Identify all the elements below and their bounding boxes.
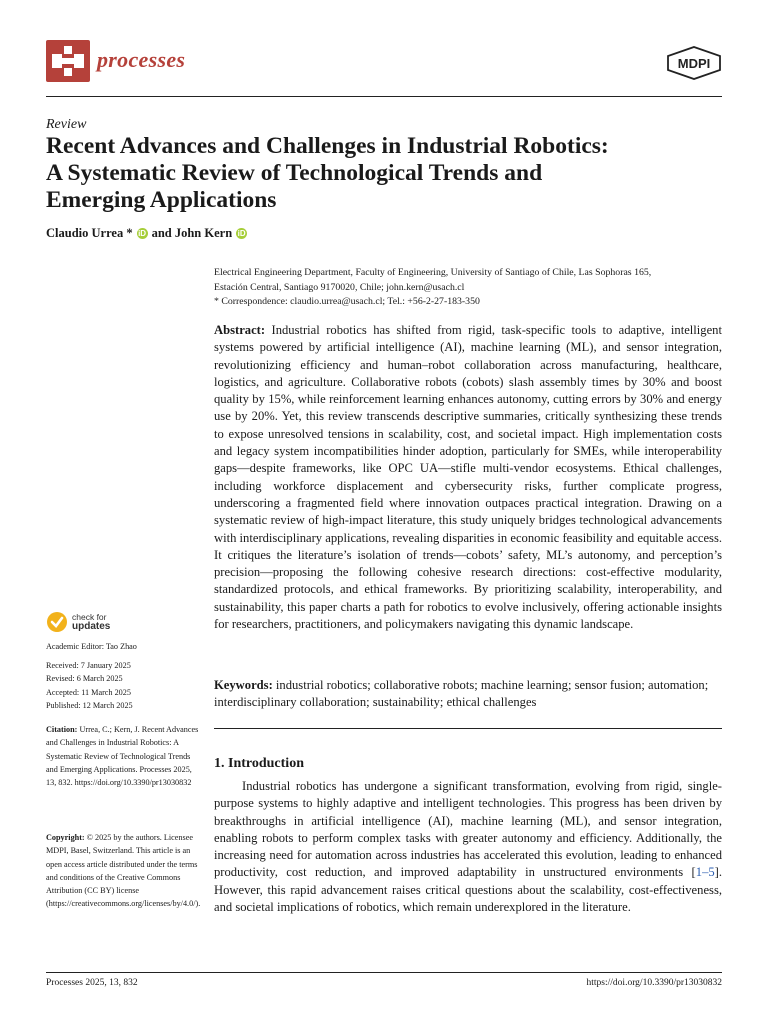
date-received: Received: 7 January 2025: [46, 661, 131, 670]
keywords-label: Keywords:: [214, 678, 273, 692]
date-revised: Revised: 6 March 2025: [46, 674, 123, 684]
citation-text: Urrea, C.; Kern, J. Recent Advances and Challenges in Industrial Robotics: A Systematic Review of Technological Trends and Emerging Applications. Processes 2025, 13, 832. https://doi.org/10.3390/pr13030832: [46, 725, 199, 788]
keywords: [214, 677, 722, 712]
intro-text-part: Industrial robotics has undergone a significant transformation, evolving from rigid, single-purpose systems to highly adaptive and intelligent technologies. This progress has been driven by breakthroughs in artificial intelligence (AI), machine learning (ML), and sensor integration, enabling robots to perform complex tasks with greater autonomy and efficiency. Additionally, the increasing need for automation across industries has accelerated this evolution, leading to enhanced productivity, cost reduction, and improved adaptability in unstructured environments [: [214, 779, 722, 880]
abstract-text: Industrial robotics has shifted from rigid, task-specific tools to adaptive, intelligent systems powered by artificial intelligence (AI), machine learning (ML), and sensor integration, revolutionizing efficiency and human–robot collaboration across manufacturing, healthcare, logistics, and agriculture. Collaborative robots (cobots) slash assembly times by 30% and boost quality by 15%, while reinforcement learning enhances autonomy, cutting errors by 30% and energy use by 20%. Yet, this review transcends descriptive summaries, critically synthesizing these trends to expose unresolved tensions in scalability, cost, and societal impact. High implementation costs and legacy system incompatibilities hinder adoption, particularly for SMEs, while interoperability gaps—despite frameworks, like OPC UA—stifle multi-vendor ecosystems. Ethical challenges, including workforce displacement and cybersecurity risks, further complicate progress, underscoring a fragmented field where innovation outpaces practical integration. Drawing on a systematic review of high-impact literature, this study uniquely bridges technological advancements with interdisciplinary applications, revealing disparities in economic feasibility and equitable access. It critiques the literature’s isolation of trends—cobots’ safety, ML’s autonomy, and perception’s precision—proposing the following cohesive research directions: cost-effective modularity, standardized protocols, and ethical frameworks. By prioritizing scalability, interoperability, and sustainability, this paper charts a path for robotics to evolve inclusively, offering actionable insights for researchers, practitioners, and policymakers navigating this dynamic landscape.: [214, 323, 722, 632]
abstract: [214, 322, 722, 633]
check-for-updates-badge[interactable]: [46, 611, 110, 633]
abstract-label: Abstract:: [214, 323, 266, 337]
publisher-name: MDPI: [677, 56, 711, 71]
check-updates-line: check for: [72, 612, 107, 622]
date-accepted: Accepted: 11 March 2025: [46, 687, 131, 697]
affiliation-line: Electrical Engineering Department, Faculty of Engineering, University of Santiago of Chile, Las Sophoras 165,: [214, 267, 652, 278]
author-list: [46, 226, 247, 241]
reference-link[interactable]: 1–5: [695, 865, 715, 880]
title-line: Emerging Applications: [46, 187, 277, 213]
footer-doi-link[interactable]: https://doi.org/10.3390/pr13030832: [586, 978, 722, 988]
journal-name: processes: [97, 47, 186, 72]
mdpi-logo-icon: [666, 46, 722, 80]
academic-editor: Academic Editor: Tao Zhao: [46, 642, 137, 651]
section-heading: 1. Introduction: [214, 756, 304, 771]
introduction-paragraph: [214, 778, 722, 916]
footer-citation: Processes 2025, 13, 832: [46, 978, 138, 988]
copyright-block: [46, 831, 204, 911]
processes-logo-icon: [46, 40, 90, 82]
title-line: Recent Advances and Challenges in Industrial Robotics:: [46, 133, 609, 159]
date-published: Published: 12 March 2025: [46, 700, 133, 710]
title-line: A Systematic Review of Technological Trends and: [46, 160, 543, 186]
article-title: [46, 133, 686, 214]
copyright-label: Copyright:: [46, 833, 85, 842]
affiliation-line: Estación Central, Santiago 9170020, Chile; john.kern@usach.cl: [214, 281, 465, 293]
orcid-icon[interactable]: iD: [138, 229, 147, 238]
check-for-updates-icon: [46, 611, 68, 633]
copyright-text: © 2025 by the authors. Licensee MDPI, Basel, Switzerland. This article is an open access article distributed under the terms and conditions of the Creative Commons Attribution (CC BY) license (https://creativecommons.org/licenses/by/4.0/).: [46, 833, 201, 909]
footer-divider: [46, 972, 722, 973]
citation-block: [46, 723, 204, 789]
correspondence-line: * Correspondence: claudio.urrea@usach.cl; Tel.: +56-2-27-183-350: [214, 296, 480, 307]
keywords-divider: [214, 728, 722, 729]
author-name[interactable]: and John Kern: [151, 226, 233, 240]
intro-text-part: ]. However, this rapid advancement raises critical questions about the scalability, cost-effectiveness, and societal implications of robotics, which remain underexplored in the literature.: [214, 865, 722, 915]
affiliation: [214, 266, 724, 310]
author-name[interactable]: Claudio Urrea *: [46, 226, 133, 240]
publication-dates: [46, 659, 204, 712]
header-divider: [46, 96, 722, 97]
article-type: Review: [46, 117, 87, 132]
check-for-updates-text: [72, 613, 110, 631]
keywords-text: industrial robotics; collaborative robots; machine learning; sensor fusion; automation; interdisciplinary collaboration; sustainability; ethical challenges: [214, 678, 709, 710]
orcid-icon[interactable]: iD: [237, 229, 246, 238]
check-updates-line: updates: [72, 621, 111, 632]
citation-label: Citation:: [46, 725, 78, 734]
